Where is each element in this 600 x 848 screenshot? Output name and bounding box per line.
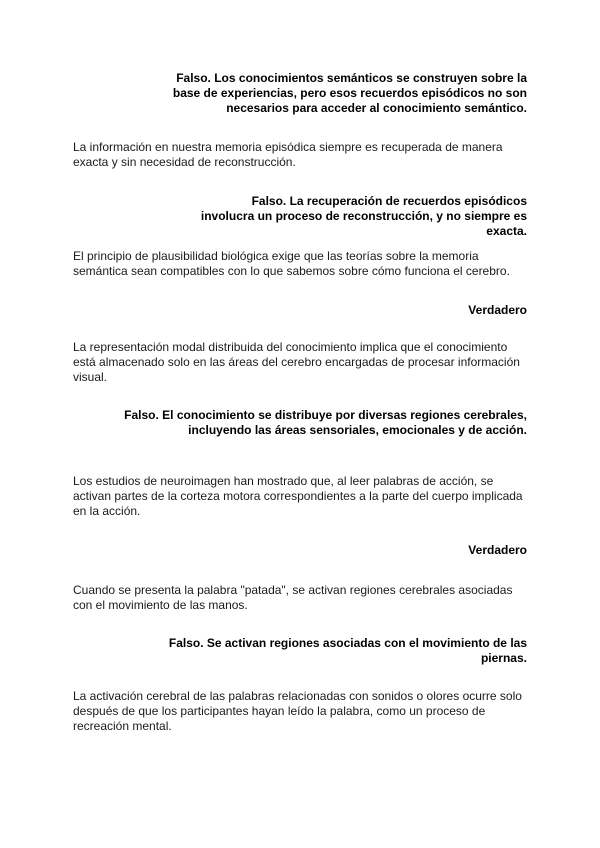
answer-2: Falso. La recuperación de recuerdos episódicos involucra un proceso de reconstrucción, y no siempre es exacta.: [200, 194, 527, 238]
answer-6: Falso. Se activan regiones asociadas con el movimiento de las piernas.: [168, 636, 527, 665]
statement-1: La información en nuestra memoria episódica siempre es recuperada de manera exacta y sin necesidad de reconstrucción.: [73, 140, 503, 169]
answer-5: Verdadero: [468, 543, 527, 557]
statement-6: La activación cerebral de las palabras relacionadas con sonidos o olores ocurre solo después de que los participantes hayan leído la palabra, como un proceso de recreación mental.: [73, 689, 522, 733]
statement-4: Los estudios de neuroimagen han mostrado que, al leer palabras de acción, se activan partes de la corteza motora correspondientes a la parte del cuerpo implicada en la acción.: [73, 474, 523, 518]
answer-1: Falso. Los conocimientos semánticos se construyen sobre la base de experiencias, pero esos recuerdos episódicos no son necesarios para acceder al conocimiento semántico.: [172, 71, 527, 115]
answer-3: Verdadero: [468, 303, 527, 317]
statement-5: Cuando se presenta la palabra "patada", se activan regiones cerebrales asociadas con el movimiento de las manos.: [73, 583, 513, 612]
statement-2: El principio de plausibilidad biológica exige que las teorías sobre la memoria semántica sean compatibles con lo que sabemos sobre cómo funciona el cerebro.: [73, 249, 510, 278]
statement-3: La representación modal distribuida del conocimiento implica que el conocimiento está almacenado solo en las áreas del cerebro encargadas de procesar información visual.: [73, 340, 520, 384]
answer-4: Falso. El conocimiento se distribuye por diversas regiones cerebrales, incluyendo las áreas sensoriales, emocionales y de acción.: [124, 408, 527, 437]
